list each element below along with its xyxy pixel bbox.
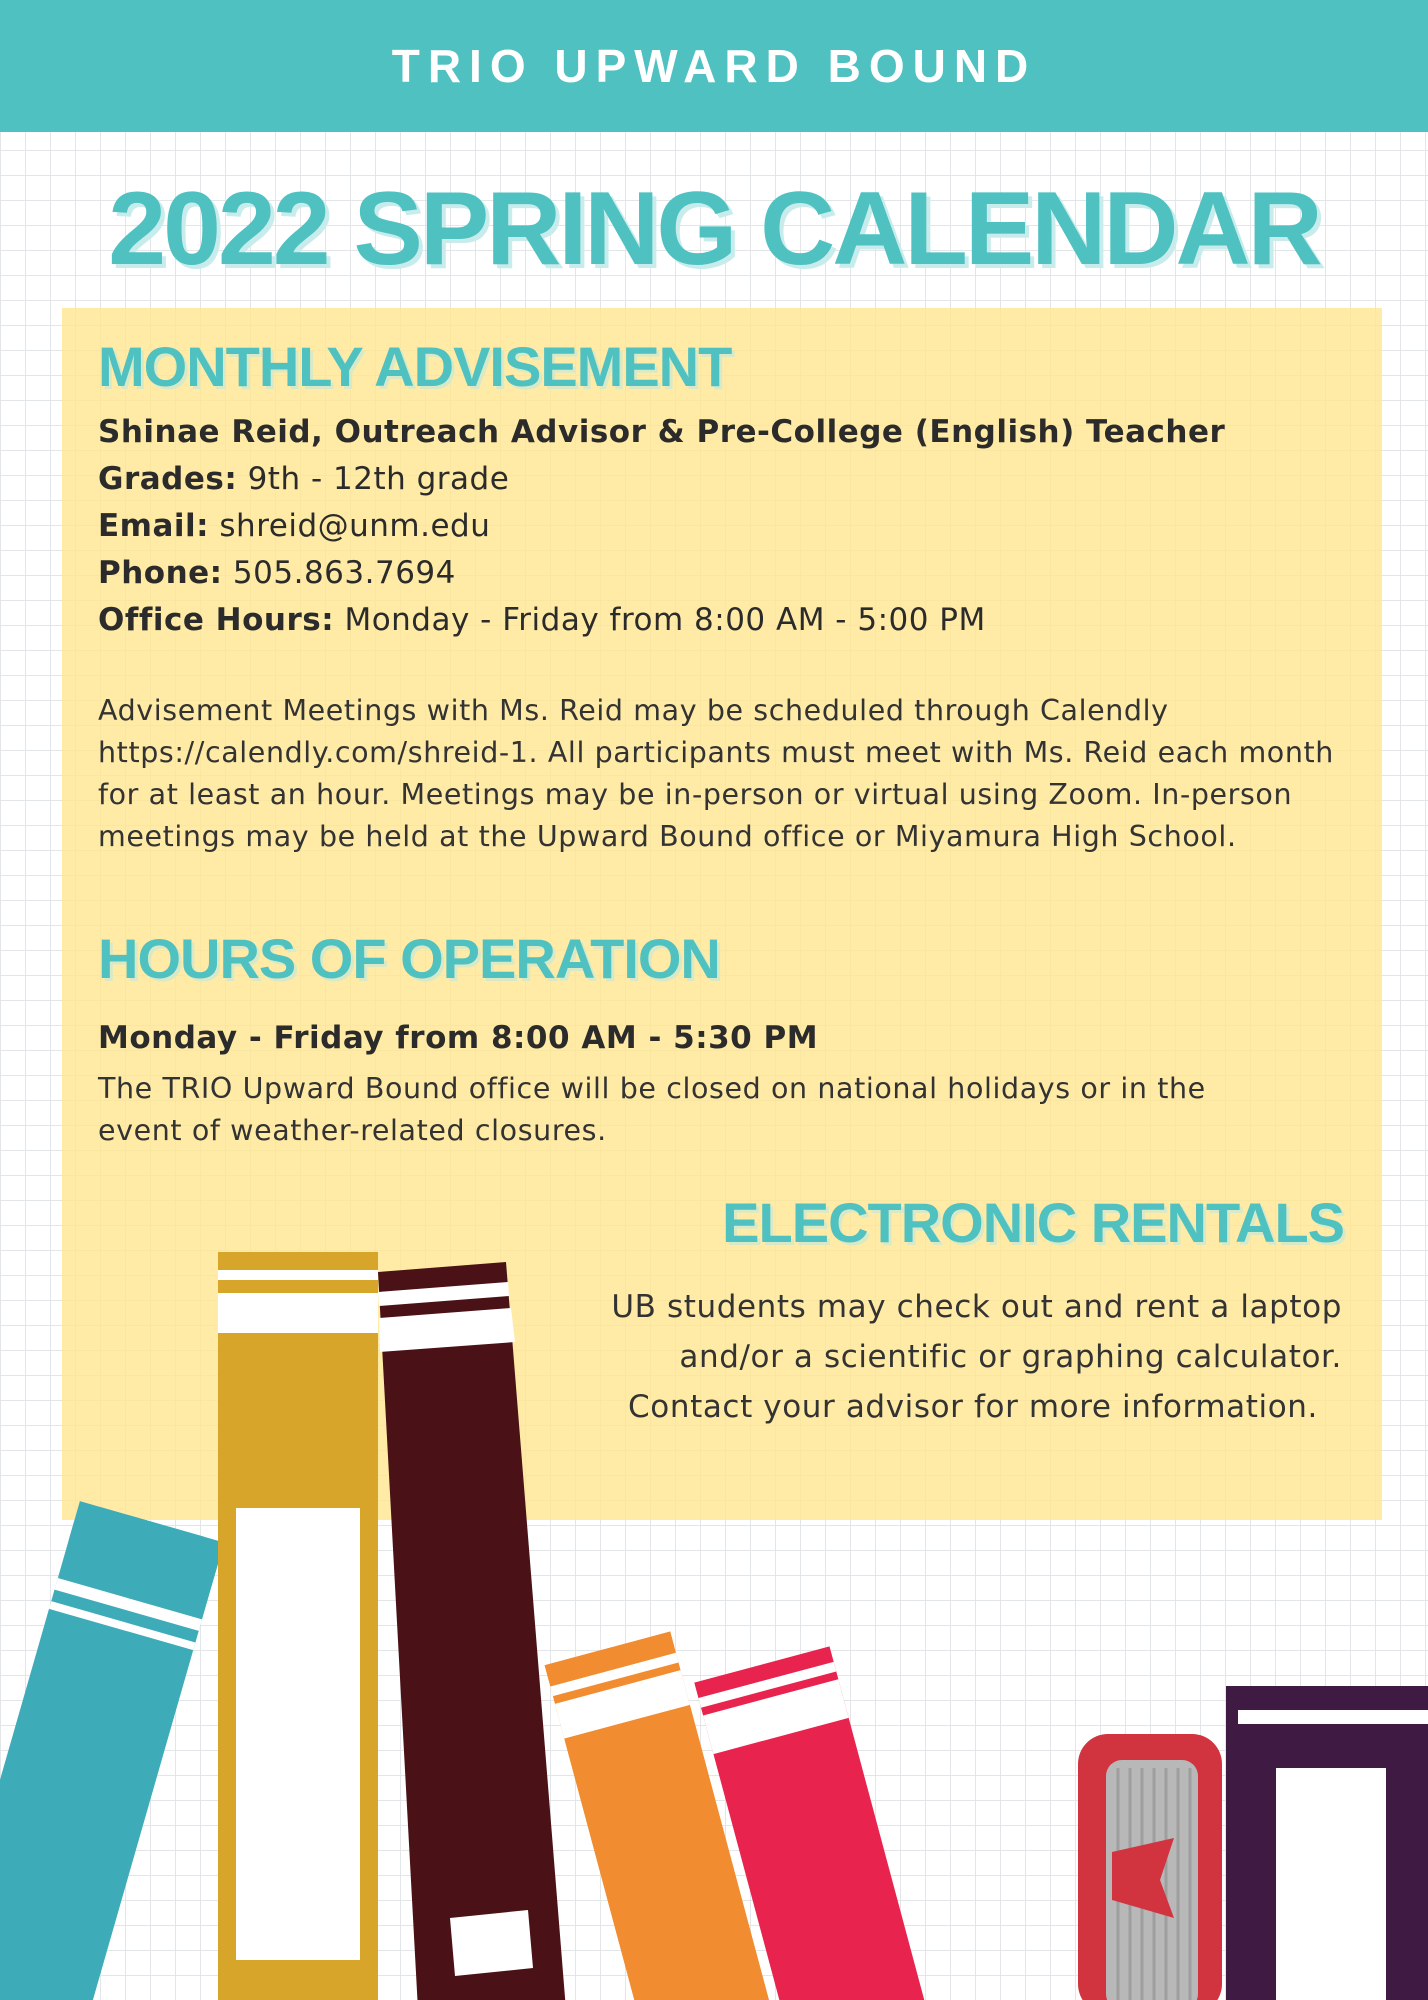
grades-value: 9th - 12th grade — [237, 461, 510, 497]
advisement-paragraph-line: Advisement Meetings with Ms. Reid may be scheduled through Calendly — [98, 694, 1169, 727]
advisement-paragraph-line: for at least an hour. Meetings may be in-person or virtual using Zoom. In-person — [98, 778, 1293, 811]
gold-book-icon — [218, 1252, 378, 2000]
grades-line — [98, 461, 509, 497]
hours-schedule — [98, 1020, 818, 1056]
phone-label: Phone: — [98, 555, 223, 591]
advisement-heading: MONTHLY ADVISEMENT — [98, 335, 732, 398]
hours-schedule-text: Monday - Friday from 8:00 AM - 5:30 PM — [98, 1020, 819, 1056]
office-hours-value: Monday - Friday from 8:00 AM - 5:00 PM — [334, 602, 986, 638]
advisement-paragraph — [98, 690, 1334, 858]
hours-heading: HOURS OF OPERATION — [98, 927, 720, 990]
rentals-line: and/or a scientific or graphing calculator. — [679, 1339, 1342, 1375]
rentals-line: Contact your advisor for more information. — [628, 1389, 1318, 1425]
banner-title: TRIO UPWARD BOUND — [391, 40, 1037, 92]
advisement-paragraph-line: meetings may be held at the Upward Bound office or Miyamura High School. — [98, 820, 1237, 853]
top-banner — [0, 0, 1428, 132]
email-value[interactable]: shreid@unm.edu — [209, 508, 491, 544]
maroon-book-icon — [378, 1262, 566, 2000]
hours-note-line: The TRIO Upward Bound office will be closed on national holidays or in the — [98, 1072, 1206, 1105]
hours-note-line: event of weather-related closures. — [98, 1114, 607, 1147]
page-title: 2022 SPRING CALENDAR — [108, 171, 1320, 287]
books-illustration — [0, 1240, 1428, 2000]
purple-book-icon — [1226, 1686, 1428, 2000]
grades-label: Grades: — [98, 461, 238, 497]
rentals-line: UB students may check out and rent a laptop — [611, 1289, 1342, 1325]
hours-note — [98, 1068, 1206, 1152]
phone-line — [98, 555, 456, 591]
email-line — [98, 508, 490, 544]
office-hours-label: Office Hours: — [98, 602, 335, 638]
office-hours-line — [98, 602, 986, 638]
advisement-paragraph-line: https://calendly.com/shreid-1. All participants must meet with Ms. Reid each month — [98, 736, 1334, 769]
teal-book-icon — [0, 1501, 224, 2000]
rentals-heading: ELECTRONIC RENTALS — [722, 1191, 1344, 1254]
red-book-icon — [1078, 1734, 1222, 2000]
email-label: Email: — [98, 508, 210, 544]
phone-value: 505.863.7694 — [222, 555, 456, 591]
advisor-name-title: Shinae Reid, Outreach Advisor & Pre-College (English) Teacher — [98, 414, 1226, 450]
advisor-line — [98, 414, 1225, 450]
